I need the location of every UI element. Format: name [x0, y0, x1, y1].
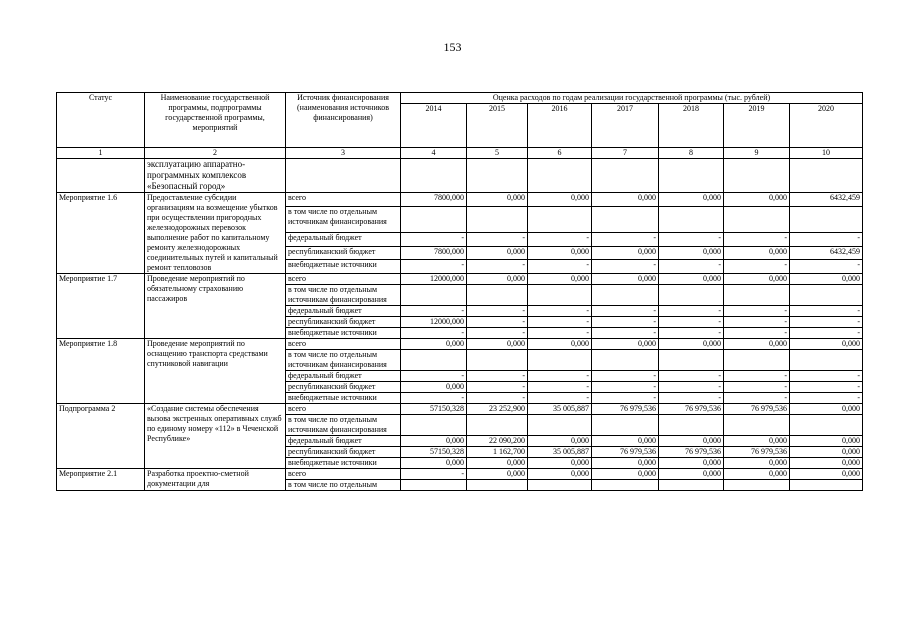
source-cell: республиканский бюджет	[286, 447, 401, 458]
value-cell: 23 252,900	[467, 404, 528, 415]
value-cell	[467, 415, 528, 436]
value-cell: 0,000	[724, 193, 790, 207]
value-cell: -	[659, 393, 724, 404]
header-year: 2019	[724, 104, 790, 148]
value-cell	[724, 206, 790, 232]
column-number: 6	[528, 148, 592, 159]
value-cell: -	[467, 328, 528, 339]
value-cell	[790, 415, 863, 436]
value-cell: 0,000	[592, 469, 659, 480]
value-cell: 12000,000	[401, 317, 467, 328]
header-year: 2020	[790, 104, 863, 148]
value-cell: 0,000	[659, 246, 724, 260]
value-cell: 0,000	[724, 339, 790, 350]
source-cell: внебюджетные источники	[286, 393, 401, 404]
value-cell: -	[592, 260, 659, 274]
value-cell	[401, 480, 467, 491]
value-cell: -	[790, 306, 863, 317]
source-cell	[286, 159, 401, 193]
source-cell: всего	[286, 193, 401, 207]
status-cell: Мероприятие 1.6	[57, 193, 145, 274]
value-cell: -	[592, 382, 659, 393]
value-cell: 0,000	[592, 193, 659, 207]
value-cell: 1 162,700	[467, 447, 528, 458]
value-cell	[592, 350, 659, 371]
value-cell: 0,000	[790, 447, 863, 458]
source-cell: всего	[286, 274, 401, 285]
value-cell	[592, 480, 659, 491]
header-year: 2018	[659, 104, 724, 148]
value-cell: -	[467, 393, 528, 404]
value-cell	[724, 480, 790, 491]
value-cell: -	[724, 317, 790, 328]
value-cell: 76 979,536	[592, 447, 659, 458]
value-cell: 0,000	[592, 274, 659, 285]
value-cell: 0,000	[401, 339, 467, 350]
measure-name-cell: Предоставление субсидии организациям на возмещение убытков при осуществлении пригородных железнодорожных перевозок выполнение работ по капитальному ремонту железнодорожных соединительных путей и капитальный ремонт тепловозов	[145, 193, 286, 274]
value-cell: -	[592, 328, 659, 339]
value-cell	[401, 206, 467, 232]
value-cell: -	[528, 232, 592, 246]
value-cell: -	[790, 232, 863, 246]
value-cell	[790, 480, 863, 491]
value-cell: 0,000	[528, 436, 592, 447]
value-cell: 0,000	[467, 469, 528, 480]
value-cell: 0,000	[592, 339, 659, 350]
value-cell: -	[401, 328, 467, 339]
source-cell: федеральный бюджет	[286, 306, 401, 317]
value-cell	[724, 350, 790, 371]
table-row	[57, 339, 863, 350]
value-cell: 0,000	[790, 339, 863, 350]
value-cell: -	[592, 317, 659, 328]
header-status: Статус	[57, 93, 145, 148]
status-cell: Подпрограмма 2	[57, 404, 145, 469]
value-cell: -	[528, 328, 592, 339]
value-cell: 7800,000	[401, 246, 467, 260]
value-cell	[790, 350, 863, 371]
value-cell: -	[528, 306, 592, 317]
value-cell: 0,000	[467, 339, 528, 350]
value-cell	[467, 350, 528, 371]
value-cell: 0,000	[528, 246, 592, 260]
value-cell: 0,000	[528, 458, 592, 469]
value-cell: 0,000	[401, 382, 467, 393]
value-cell	[467, 480, 528, 491]
source-cell: республиканский бюджет	[286, 317, 401, 328]
header-name: Наименование государственной программы, подпрограммы государственной программы, мероприятий	[145, 93, 286, 148]
value-cell: -	[659, 232, 724, 246]
header-year: 2017	[592, 104, 659, 148]
value-cell: -	[724, 393, 790, 404]
value-cell: 0,000	[659, 469, 724, 480]
value-cell: -	[790, 328, 863, 339]
value-cell: -	[467, 260, 528, 274]
value-cell: -	[724, 371, 790, 382]
value-cell: -	[724, 260, 790, 274]
column-number: 10	[790, 148, 863, 159]
value-cell: 0,000	[724, 274, 790, 285]
header-estimate: Оценка расходов по годам реализации государственной программы (тыс. рублей)	[401, 93, 863, 104]
value-cell: -	[401, 393, 467, 404]
value-cell: 76 979,536	[659, 404, 724, 415]
value-cell: 0,000	[724, 246, 790, 260]
column-number: 9	[724, 148, 790, 159]
value-cell	[528, 206, 592, 232]
source-cell: федеральный бюджет	[286, 232, 401, 246]
column-number: 5	[467, 148, 528, 159]
column-number: 2	[145, 148, 286, 159]
value-cell	[659, 350, 724, 371]
value-cell: 0,000	[790, 469, 863, 480]
value-cell	[592, 206, 659, 232]
value-cell: -	[592, 232, 659, 246]
source-cell: федеральный бюджет	[286, 436, 401, 447]
value-cell: 0,000	[659, 458, 724, 469]
value-cell: -	[401, 469, 467, 480]
value-cell: 35 005,887	[528, 447, 592, 458]
value-cell: -	[467, 232, 528, 246]
value-cell	[528, 285, 592, 306]
value-cell: 0,000	[724, 436, 790, 447]
table-row	[57, 469, 863, 480]
source-cell: республиканский бюджет	[286, 382, 401, 393]
header-year: 2016	[528, 104, 592, 148]
page-number: 153	[443, 40, 462, 54]
value-cell: 6432,459	[790, 246, 863, 260]
value-cell: 6432,459	[790, 193, 863, 207]
table-row	[57, 193, 863, 207]
status-cell: Мероприятие 1.7	[57, 274, 145, 339]
value-cell: 0,000	[528, 469, 592, 480]
measure-name-cell: Проведение мероприятий по обязательному страхованию пассажиров	[145, 274, 286, 339]
value-cell: -	[528, 371, 592, 382]
header-year: 2015	[467, 104, 528, 148]
source-cell: всего	[286, 469, 401, 480]
budget-table	[56, 92, 863, 491]
value-cell	[467, 206, 528, 232]
value-cell: 57150,328	[401, 447, 467, 458]
value-cell: 0,000	[790, 436, 863, 447]
value-cell	[592, 285, 659, 306]
value-cell	[790, 206, 863, 232]
measure-name-cell: «Создание системы обеспечения вызова экстренных оперативных служб по единому номеру «112» в Чеченской Республике»	[145, 404, 286, 469]
source-cell: всего	[286, 404, 401, 415]
table-row	[57, 404, 863, 415]
value-cell: -	[659, 317, 724, 328]
value-cell: -	[790, 317, 863, 328]
value-cell: 0,000	[401, 436, 467, 447]
value-cell: 0,000	[467, 246, 528, 260]
value-cell: -	[659, 371, 724, 382]
value-cell	[528, 415, 592, 436]
value-cell: 76 979,536	[659, 447, 724, 458]
value-cell: -	[659, 260, 724, 274]
value-cell: -	[790, 260, 863, 274]
source-cell: внебюджетные источники	[286, 260, 401, 274]
value-cell: -	[401, 371, 467, 382]
status-cell: Мероприятие 2.1	[57, 469, 145, 491]
value-cell	[659, 285, 724, 306]
value-cell: 7800,000	[401, 193, 467, 207]
value-cell: -	[401, 306, 467, 317]
value-cell: 0,000	[528, 274, 592, 285]
value-cell: 76 979,536	[592, 404, 659, 415]
value-cell: -	[401, 260, 467, 274]
value-cell: 0,000	[467, 193, 528, 207]
value-cell: 0,000	[659, 339, 724, 350]
value-cell: -	[790, 393, 863, 404]
value-cell	[790, 285, 863, 306]
value-cell: 0,000	[592, 436, 659, 447]
value-cell	[528, 350, 592, 371]
value-cell	[401, 350, 467, 371]
value-cell: 0,000	[592, 246, 659, 260]
value-cell: -	[790, 371, 863, 382]
source-cell: в том числе по отдельным источникам финансирования	[286, 285, 401, 306]
value-cell: -	[401, 232, 467, 246]
value-cell: 12000,000	[401, 274, 467, 285]
source-cell: республиканский бюджет	[286, 246, 401, 260]
value-cell	[528, 480, 592, 491]
value-cell: 76 979,536	[724, 404, 790, 415]
value-cell	[401, 415, 467, 436]
value-cell: -	[790, 382, 863, 393]
value-cell: -	[659, 382, 724, 393]
value-cell: 0,000	[528, 193, 592, 207]
measure-name-cell: Разработка проектно-сметной документации для	[145, 469, 286, 491]
value-cell: -	[467, 382, 528, 393]
continuation-text: эксплуатацию аппаратно-программных комплексов «Безопасный город»	[145, 159, 286, 193]
value-cell: -	[724, 382, 790, 393]
continuation-row	[57, 159, 863, 193]
table-row	[57, 274, 863, 285]
source-cell: внебюджетные источники	[286, 328, 401, 339]
value-cell: 0,000	[467, 274, 528, 285]
measure-name-cell: Проведение мероприятий по оснащению транспорта средствами спутниковой навигации	[145, 339, 286, 404]
value-cell: 0,000	[528, 339, 592, 350]
source-cell: в том числе по отдельным источникам финансирования	[286, 415, 401, 436]
value-cell	[724, 285, 790, 306]
header-year: 2014	[401, 104, 467, 148]
source-cell: в том числе по отдельным источникам финансирования	[286, 206, 401, 232]
value-cell: -	[659, 328, 724, 339]
value-cell	[659, 206, 724, 232]
value-cell: 0,000	[790, 458, 863, 469]
value-cell: -	[592, 393, 659, 404]
value-cell: 0,000	[467, 458, 528, 469]
value-cell	[401, 285, 467, 306]
value-cell: -	[724, 328, 790, 339]
column-number: 7	[592, 148, 659, 159]
value-cell: -	[592, 306, 659, 317]
value-cell: 0,000	[659, 274, 724, 285]
status-cell: Мероприятие 1.8	[57, 339, 145, 404]
value-cell: 22 090,200	[467, 436, 528, 447]
column-number: 1	[57, 148, 145, 159]
value-cell: -	[724, 306, 790, 317]
value-cell: -	[724, 232, 790, 246]
value-cell: -	[467, 317, 528, 328]
source-cell: в том числе по отдельным источникам финансирования	[286, 350, 401, 371]
value-cell: -	[467, 306, 528, 317]
value-cell: 35 005,887	[528, 404, 592, 415]
value-cell: -	[592, 371, 659, 382]
value-cell: 0,000	[659, 193, 724, 207]
column-number: 3	[286, 148, 401, 159]
value-cell: 0,000	[790, 404, 863, 415]
value-cell	[659, 415, 724, 436]
value-cell: 57150,328	[401, 404, 467, 415]
value-cell: -	[528, 382, 592, 393]
source-cell: федеральный бюджет	[286, 371, 401, 382]
value-cell: -	[467, 371, 528, 382]
source-cell: всего	[286, 339, 401, 350]
value-cell: 0,000	[724, 469, 790, 480]
value-cell: 0,000	[724, 458, 790, 469]
value-cell	[592, 415, 659, 436]
value-cell: 76 979,536	[724, 447, 790, 458]
header-source: Источник финансирования (наименования источников финансирования)	[286, 93, 401, 148]
value-cell: 0,000	[401, 458, 467, 469]
value-cell: -	[528, 317, 592, 328]
column-number: 8	[659, 148, 724, 159]
column-number: 4	[401, 148, 467, 159]
status-cell	[57, 159, 145, 193]
value-cell: 0,000	[592, 458, 659, 469]
source-cell: в том числе по отдельным	[286, 480, 401, 491]
value-cell	[467, 285, 528, 306]
value-cell: -	[659, 306, 724, 317]
value-cell: 0,000	[790, 274, 863, 285]
source-cell: внебюджетные источники	[286, 458, 401, 469]
value-cell: 0,000	[659, 436, 724, 447]
value-cell	[724, 415, 790, 436]
value-cell: -	[528, 260, 592, 274]
value-cell: -	[528, 393, 592, 404]
value-cell	[659, 480, 724, 491]
